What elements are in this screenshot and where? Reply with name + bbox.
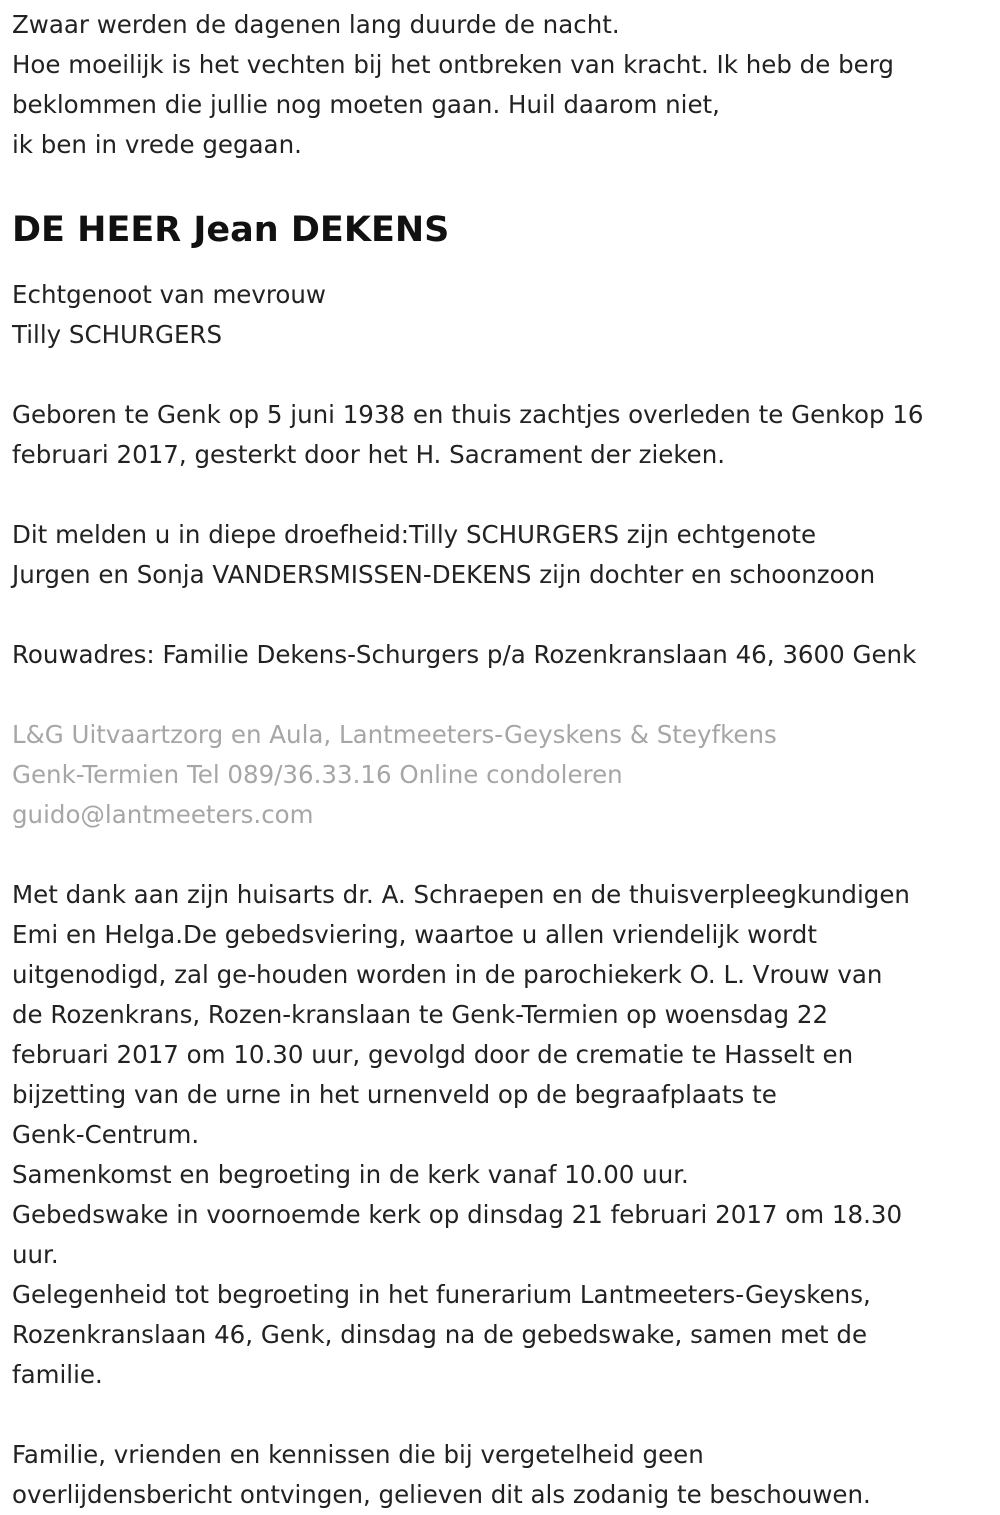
- service-line: uitgenodigd, zal ge-houden worden in de parochiekerk O. L. Vrouw van: [12, 960, 883, 990]
- poem-line: ik ben in vrede gegaan.: [12, 130, 302, 159]
- service-line: bijzetting van de urne in het urnenveld op de begraafplaats te: [12, 1080, 777, 1110]
- service-line: Met dank aan zijn huisarts dr. A. Schraepen en de thuisverpleegkundigen: [12, 880, 910, 910]
- funeral-home-info: [12, 715, 1000, 835]
- service-line: uur.: [12, 1240, 59, 1270]
- mourning-address-line: Rouwadres: Familie Dekens-Schurgers p/a Rozenkranslaan 46, 3600 Genk: [12, 640, 917, 670]
- service-line: Genk-Centrum.: [12, 1120, 200, 1150]
- spouse-name: Tilly SCHURGERS: [12, 320, 222, 350]
- poem-line: Hoe moeilijk is het vechten bij het ontbreken van kracht. Ik heb de berg: [12, 50, 894, 79]
- announcement-line: Jurgen en Sonja VANDERSMISSEN-DEKENS zijn dochter en schoonzoon: [12, 560, 876, 590]
- intro-poem: [12, 5, 1000, 165]
- service-line: Emi en Helga.De gebedsviering, waartoe u allen vriendelijk wordt: [12, 920, 817, 950]
- funeral-home-contact: Genk-Termien Tel 089/36.33.16 Online condoleren: [12, 760, 623, 790]
- service-line: Gelegenheid tot begroeting in het funerarium Lantmeeters-Geyskens,: [12, 1280, 871, 1310]
- funeral-home-email[interactable]: guido@lantmeeters.com: [12, 800, 314, 830]
- service-line: familie.: [12, 1360, 103, 1390]
- closing-line: Familie, vrienden en kennissen die bij vergetelheid geen: [12, 1440, 704, 1470]
- closing-line: overlijdensbericht ontvingen, gelieven dit als zodanig te beschouwen.: [12, 1480, 871, 1510]
- closing-note: [12, 1435, 1000, 1515]
- birth-death-line: februari 2017, gesterkt door het H. Sacrament der zieken.: [12, 440, 726, 470]
- deceased-name: DE HEER Jean DEKENS: [12, 210, 450, 250]
- announcement: [12, 515, 1000, 595]
- mourning-address: [12, 635, 1000, 675]
- birth-death-info: [12, 395, 1000, 475]
- poem-line: beklommen die jullie nog moeten gaan. Huil daarom niet,: [12, 90, 720, 119]
- spouse-info: [12, 275, 1000, 355]
- service-line: februari 2017 om 10.30 uur, gevolgd door de crematie te Hasselt en: [12, 1040, 854, 1070]
- service-line: Gebedswake in voornoemde kerk op dinsdag 21 februari 2017 om 18.30: [12, 1200, 903, 1230]
- service-line: de Rozenkrans, Rozen-kranslaan te Genk-Termien op woensdag 22: [12, 1000, 829, 1030]
- service-details: [12, 875, 1000, 1395]
- service-line: Rozenkranslaan 46, Genk, dinsdag na de gebedswake, samen met de: [12, 1320, 868, 1350]
- funeral-home-name: L&G Uitvaartzorg en Aula, Lantmeeters-Geyskens & Steyfkens: [12, 720, 777, 750]
- birth-death-line: Geboren te Genk op 5 juni 1938 en thuis zachtjes overleden te Genkop 16: [12, 400, 924, 430]
- poem-line: Zwaar werden de dagenen lang duurde de nacht.: [12, 10, 620, 39]
- service-line: Samenkomst en begroeting in de kerk vanaf 10.00 uur.: [12, 1160, 689, 1190]
- announcement-line: Dit melden u in diepe droefheid:Tilly SCHURGERS zijn echtgenote: [12, 520, 817, 550]
- spouse-line: Echtgenoot van mevrouw: [12, 280, 326, 310]
